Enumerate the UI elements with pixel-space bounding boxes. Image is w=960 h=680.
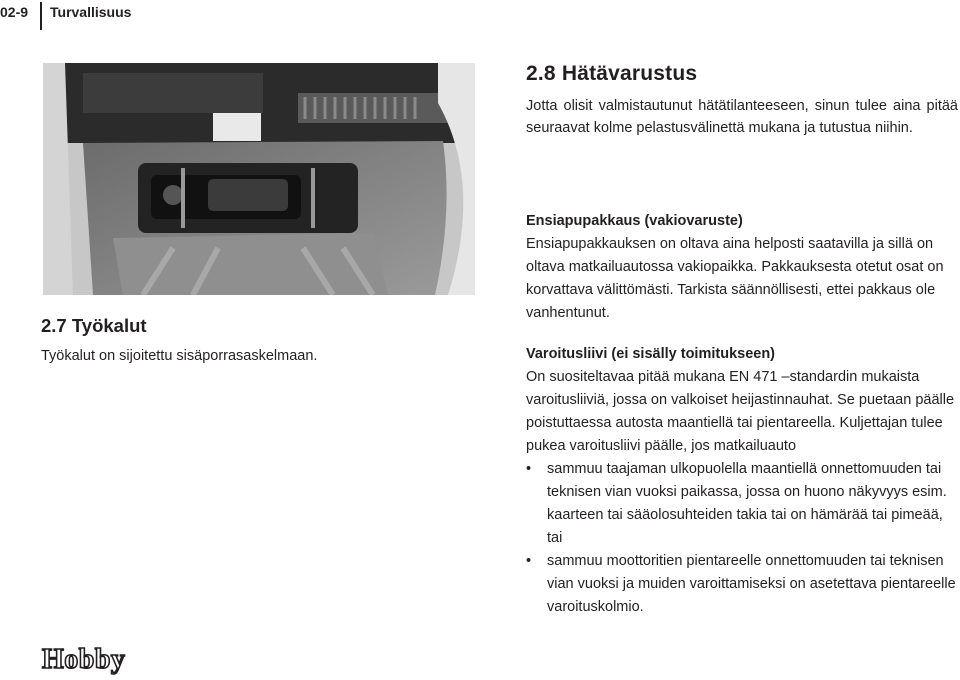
- first-aid-title: Ensiapupakkaus (vakiovaruste): [526, 213, 743, 229]
- bullet-icon: •: [526, 461, 532, 477]
- section-title: Turvallisuus: [50, 4, 132, 20]
- logo-text: Hobby: [42, 644, 126, 675]
- header-divider: [40, 2, 42, 30]
- warning-vest-text: On suositeltavaa pitää mukana EN 471 –standardin mukaista varoitusliiviä, jossa on valkoiset heijastinnauhat. Se puetaan päälle poistuttaessa autosta maantiellä tai pientareella. Kuljettajan tulee pukea varoitusliivi päälle, jos matkailuauto: [526, 369, 955, 454]
- hobby-logo: [41, 643, 151, 680]
- first-aid-text: Ensiapupakkauksen on oltava aina helposti saatavilla ja sillä on oltava matkailuautossa vakiopaikka. Pakkauksesta otetut osat on korvattava välittömästi. Tarkista säännöllisesti, ettei pakkaus ole vanhentunut.: [526, 236, 944, 321]
- emergency-intro-text: Jotta olisit valmistautunut hätätilanteeseen, sinun tulee aina pitää seuraavat kolme pelastusvälinettä mukana ja tutustua niihin.: [526, 98, 958, 136]
- emergency-equipment-heading: 2.8 Hätävarustus: [526, 62, 698, 85]
- list-item: [526, 458, 958, 550]
- tools-storage-photo: [43, 63, 475, 295]
- warning-vest-section: [526, 343, 958, 619]
- warning-vest-title: Varoitusliivi (ei sisälly toimitukseen): [526, 346, 776, 362]
- warning-vest-list: [526, 458, 958, 619]
- tools-heading: 2.7 Työkalut: [41, 315, 147, 336]
- list-item-text: sammuu taajaman ulkopuolella maantiellä onnettomuuden tai teknisen vian vuoksi paikassa, jossa on huono näkyvyys esim. kaarteen tai sääolosuhteiden takia tai on hämärää tai pimeää, tai: [547, 461, 947, 546]
- list-item: [526, 550, 958, 619]
- first-aid-section: [526, 210, 958, 325]
- list-item-text: sammuu moottoritien pientareelle onnettomuuden tai teknisen vian vuoksi ja muiden varoittamiseksi on asetettava pientareelle varoituskolmio.: [547, 553, 956, 615]
- bullet-icon: •: [526, 553, 532, 569]
- tools-text: Työkalut on sijoitettu sisäporrasaskelmaan.: [41, 348, 318, 364]
- page-number: 02-9: [0, 4, 29, 20]
